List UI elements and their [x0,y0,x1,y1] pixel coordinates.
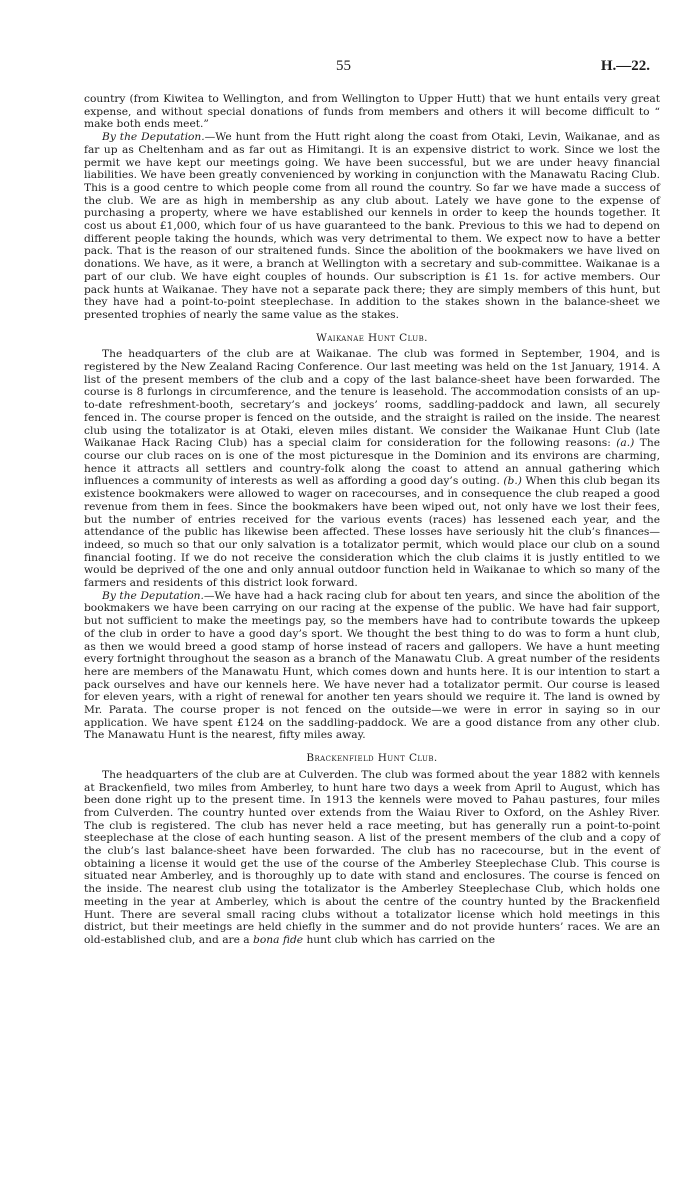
waikanae-text-part-b: The course our club races on is one of the most picturesque in the Dominion and its environs are charming, hence it attracts all settlers and country-folk along the coast to attend an annual gathering which influences a community of interests as well as affording a good day’s outing. [84,436,660,488]
list-marker-a: (a.) [616,436,635,450]
brackenfield-text-part-b: hunt club which has carried on the [303,933,496,946]
intro-paragraph [84,93,660,131]
speaker-label: By the Deputation. [102,588,204,602]
document-body [84,93,660,947]
brackenfield-text-part-a: The headquarters of the club are at Culverden. The club was formed about the year 1882 with kennels at Brackenfield, two miles from Amberley, to hunt hare two days a week from April to August, which has been done right up to the present time. In 1913 the kennels were moved to Pahau pastures, four miles from Culverden. The country hunted over extends from the Waiau River to Oxford, on the Ashley River. The club is registered. The club has never held a race meeting, but has generally run a point-to-point steeplechase at the close of each hunting season. A list of the present members of the club and a copy of the club’s last balance-sheet have been forwarded. The club has no racecourse, but in the event of obtaining a license it would get the use of the course of the Amberley Steeplechase Club. This course is situated near Amberley, and is thoroughly up to date with stand and enclosures. The course is fenced on the inside. The nearest club using the totalizator is the Amberley Steeplechase Club, which holds one meeting in the year at Amberley, which is about the centre of the country hunted by the Brackenfield Hunt. There are several small racing clubs without a totalizator license which hold meetings in this district, but their meetings are held chiefly in the summer and do not provide hunters’ races. We are an old-established club, and are a [84,767,660,946]
deputation-statement-text: —We hunt from the Hutt right along the coast from Otaki, Levin, Waikanae, and as far up as Cheltenham and as far out as Himitangi. It is an expensive district to work. Since we lost the permit we have kept our meetings going. We have been successful, but we are under heavy financial liabilities. We have been greatly convenienced by working in conjunction with the Manawatu Racing Club. This is a good centre to which people come from all round the country. So far we have made a success of the club. We are as high in membership as any club about. Lately we have gone to the expense of purchasing a property, where we have established our kennels in order to keep the hounds together. It cost us about £1,000, which four of us have guaranteed to the bank. Previous to this we had to depend on different people taking the hounds, which was very detrimental to them. We expect now to have a better pack. That is the reason of our straitened funds. Since the abolition of the bookmakers we have lived on donations. We have, as it were, a branch at Wellington with a secretary and sub-committee. Waikanae is a part of our club. We have eight couples of hounds. Our subscription is £1 1s. for active members. Our pack hunts at Waikanae. They have not a separate pack there; they are simply members of this hunt, but they have had a point-to-point steeplechase. In addition to the stakes shown in the balance-sheet we presented trophies of nearly the same value as the stakes. [84,130,660,321]
running-header [0,58,700,78]
section-heading-waikanae: Waikanae Hunt Club. [316,331,428,344]
document-reference: H.—22. [600,58,650,74]
list-marker-b: (b.) [503,474,522,488]
waikanae-deputation-statement [84,590,660,742]
speaker-label: By the Deputation. [102,130,205,144]
waikanae-text-part-a: The headquarters of the club are at Waikanae. The club was formed in September, 1904, and is registered by the New Zealand Racing Conference. Our last meeting was held on the 1st January, 1914. A list of the present members of the club and a copy of the last balance-sheet have been forwarded. The course is 8 furlongs in circumference, and the tenure is leasehold. The accommodation consists of an up-to-date refreshment-booth, secretary’s and jockeys’ rooms, saddling-paddock and lawn, all securely fenced in. The course proper is fenced on the outside, and the straight is railed on the inside. The nearest club using the totalizator is at Otaki, eleven miles distant. We consider the Waikanae Hunt Club (late Waikanae Hack Racing Club) has a special claim for consideration for the following reasons: [84,347,660,450]
brackenfield-paragraph [84,769,660,947]
waikanae-paragraph [84,348,660,589]
bona-fide-phrase: bona fide [253,933,304,946]
waikanae-text-part-c: When this club began its existence bookmakers were allowed to wager on racecourses, and in consequence the club reaped a good revenue from them in fees. Since the bookmakers have been wiped out, not only have we lost their fees, but the number of entries received for the various events (races) has lessened each year, and the attendance of the public has likewise been affected. These losses have seriously hit the club’s finances—indeed, so much so that our only salvation is a totalizator permit, which would place our club on a sound financial footing. If we do not receive the consideration which the club claims it is justly entitled to we would be deprived of the one and only annual outdoor function held in Waikanae to which so many of the farmers and residents of this district look forward. [84,474,660,590]
deputation-statement [84,131,660,322]
intro-paragraph-text: country (from Kiwitea to Wellington, and from Wellington to Upper Hutt) that we hunt entails very great expense, and without special donations of funds from members and others it will become difficult to “ make both ends meet.” [84,92,660,131]
waikanae-deputation-text: —We have had a hack racing club for about ten years, and since the abolition of the bookmakers we have been carrying on our racing at the expense of the public. We have had fair support, but not sufficient to make the meetings pay, so the members have had to contribute towards the upkeep of the club in order to have a good day’s sport. We thought the best thing to do was to form a hunt club, as then we would breed a good stamp of horse instead of racers and gallopers. We have a hunt meeting every fortnight throughout the season as a branch of the Manawatu Club. A great number of the residents here are members of the Manawatu Hunt, which comes down and hunts here. It is our intention to start a pack ourselves and have our kennels here. We have never had a totalizator permit. Our course is leased for eleven years, with a right of renewal for another ten years should we require it. The land is owned by Mr. Parata. The course proper is not fenced on the outside—we were in error in saying so in our application. We have spent £124 on the saddling-paddock. We are a good distance from any other club. The Manawatu Hunt is the nearest, fifty miles away. [84,588,660,742]
section-heading-brackenfield: Brackenfield Hunt Club. [306,752,438,765]
page-number: 55 [336,58,351,74]
